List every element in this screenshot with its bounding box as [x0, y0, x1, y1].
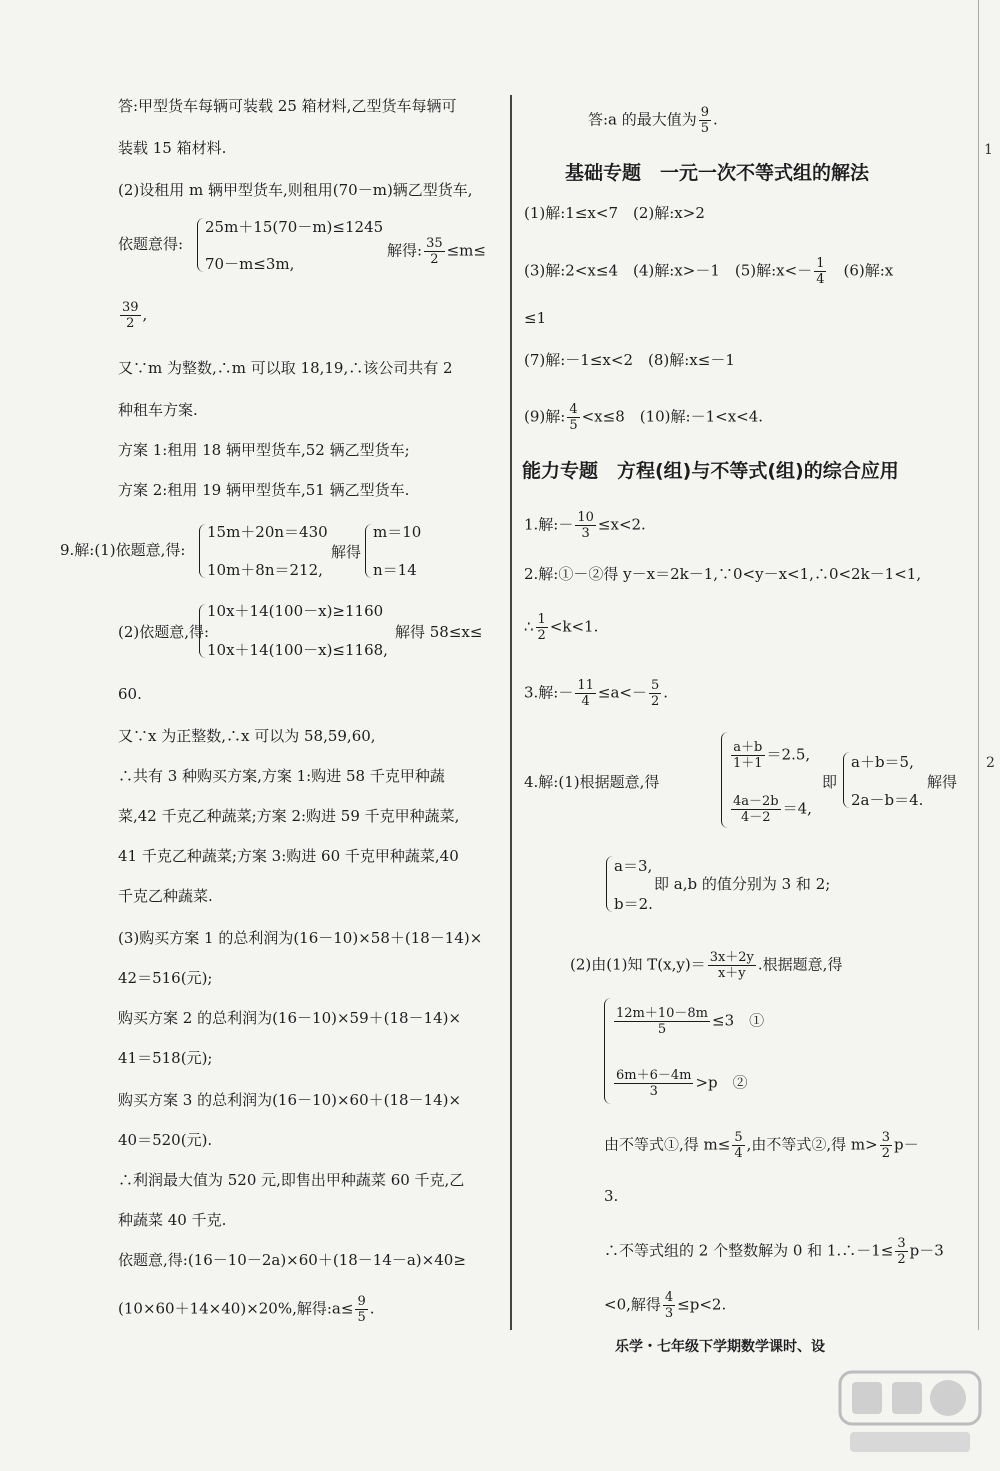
- text-line: 答:甲型货车每辆可装载 25 箱材料,乙型货车每辆可: [118, 97, 457, 115]
- equation: 15m＋20n＝430: [207, 523, 328, 541]
- watermark-logo-icon: [830, 1360, 990, 1460]
- equation-brace: [199, 524, 206, 578]
- text-line: 40＝520(元).: [118, 1131, 213, 1149]
- text-line: (7)解:－1≤x<2 (8)解:x≤－1: [524, 351, 735, 369]
- equation-brace: [604, 998, 611, 1104]
- equation: m＝10: [373, 523, 422, 541]
- math-line: 3.解:－ $\frac{11}{4}$ ≤a<－ $\frac{5}{2}$ .: [524, 678, 669, 709]
- text-line: 依题意得:: [118, 235, 184, 253]
- equation-brace: [199, 604, 206, 658]
- text-line: 购买方案 3 的总利润为(16－10)×60＋(18－14)×: [118, 1091, 462, 1109]
- text-line: 种蔬菜 40 千克.: [118, 1211, 227, 1229]
- text-line: (3)购买方案 1 的总利润为(16－10)×58＋(18－14)×: [118, 929, 483, 947]
- math-line: 答:a 的最大值为 $\frac{9}{5}$ .: [588, 105, 718, 136]
- text-line: 解得: [331, 543, 362, 561]
- equation: 25m＋15(70－m)≤1245: [205, 218, 384, 236]
- equation-brace: [606, 856, 613, 912]
- text-line: 41＝518(元);: [118, 1049, 213, 1067]
- text-line: (2)设租用 m 辆甲型货车,则租用(70－m)辆乙型货车,: [118, 181, 473, 199]
- text-line: 菜,42 千克乙种蔬菜;方案 2:购进 59 千克甲种蔬菜,: [118, 807, 460, 825]
- text-line: ∴共有 3 种购买方案,方案 1:购进 58 千克甲种蔬: [118, 767, 445, 785]
- edge-number: 1: [984, 142, 993, 158]
- math-line: 1.解:－ $\frac{10}{3}$ ≤x<2.: [524, 510, 646, 541]
- text-line: 种租车方案.: [118, 401, 198, 419]
- math-line: 由不等式①,得 m≤ $\frac{5}{4}$ ,由不等式②,得 m> $\frac{3}{2}$ p－: [604, 1130, 919, 1161]
- text-line: ≤1: [524, 309, 547, 327]
- equation: a＝3,: [614, 857, 653, 875]
- column-divider: [510, 95, 512, 1330]
- math-line: $\frac{6m+6-4m}{3}$ >p ②: [616, 1068, 748, 1099]
- math-line: (3)解:2<x≤4 (4)解:x>－1 (5)解:x<－ $\frac{1}{4}$ (6)解:x: [524, 256, 894, 287]
- page-footer: 乐学・七年级下学期数学课时、设: [615, 1339, 825, 1355]
- section-heading: 基础专题 一元一次不等式组的解法: [565, 162, 870, 184]
- equation: n＝14: [373, 561, 417, 579]
- math-line: (10×60＋14×40)×20%,解得:a≤ $\frac{9}{5}$ .: [118, 1294, 375, 1325]
- math-line: $\frac{a+b}{1+1}$ ＝2.5,: [733, 740, 811, 771]
- equation: 10x＋14(100－x)≤1168,: [207, 641, 388, 659]
- math-line: (2)由(1)知 T(x,y)＝ $\frac{3x+2y}{x+y}$ .根据题意,得: [570, 950, 843, 981]
- text-line: 解得 58≤x≤: [395, 623, 483, 641]
- text-line: (2)依题意,得:: [118, 623, 210, 641]
- text-line: (1)解:1≤x<7 (2)解:x>2: [524, 204, 705, 222]
- text-line: 购买方案 2 的总利润为(16－10)×59＋(18－14)×: [118, 1009, 462, 1027]
- text-line: 41 千克乙种蔬菜;方案 3:购进 60 千克甲种蔬菜,40: [118, 847, 459, 865]
- equation-brace: [843, 752, 850, 808]
- math-line: ∴ $\frac{1}{2}$ <k<1.: [524, 612, 599, 643]
- text-line: 即: [822, 773, 838, 791]
- equation: b＝2.: [614, 895, 653, 913]
- section-heading: 能力专题 方程(组)与不等式(组)的综合应用: [522, 460, 899, 482]
- text-line: 2.解:①－②得 y－x＝2k－1,∵0<y－x<1,∴0<2k－1<1,: [524, 565, 922, 583]
- equation-brace: [721, 732, 728, 828]
- text-line: 60.: [118, 685, 142, 703]
- math-line: $\frac{12m+10-8m}{5}$ ≤3 ①: [616, 1006, 765, 1037]
- text-line: 即 a,b 的值分别为 3 和 2;: [654, 875, 831, 893]
- text-line: 装载 15 箱材料.: [118, 139, 227, 157]
- text-line: 方案 1:租用 18 辆甲型货车,52 辆乙型货车;: [118, 441, 410, 459]
- text-line: 方案 2:租用 19 辆甲型货车,51 辆乙型货车.: [118, 481, 410, 499]
- equation: 70－m≤3m,: [205, 255, 295, 273]
- text-line: 又∵x 为正整数,∴x 可以为 58,59,60,: [118, 727, 376, 745]
- text-line: 解得: [927, 773, 958, 791]
- text-line: ∴利润最大值为 520 元,即售出甲种蔬菜 60 千克,乙: [118, 1171, 465, 1189]
- page-edge-line: [978, 0, 979, 1330]
- text-line: 依题意,得:(16－10－2a)×60＋(18－14－a)×40≥: [118, 1251, 466, 1269]
- text-line: 9.解:(1)依题意,得:: [60, 541, 186, 559]
- text-line: 又∵m 为整数,∴m 可以取 18,19,∴该公司共有 2: [118, 359, 453, 377]
- text-line: 3.: [604, 1187, 619, 1205]
- math-line: 解得: $\frac{35}{2}$ ≤m≤: [387, 236, 486, 267]
- edge-number: 2: [986, 755, 995, 771]
- equation: 2a－b＝4.: [851, 791, 924, 809]
- text-line: 42＝516(元);: [118, 969, 213, 987]
- text-line: 4.解:(1)根据题意,得: [524, 773, 660, 791]
- equation-brace: [197, 218, 204, 272]
- equation: a＋b＝5,: [851, 753, 914, 771]
- math-line: $\frac{4a-2b}{4-2}$ ＝4,: [733, 794, 812, 825]
- equation-brace: [365, 524, 372, 578]
- math-line: (9)解: $\frac{4}{5}$ <x≤8 (10)解:－1<x<4.: [524, 402, 764, 433]
- equation: 10m＋8n＝212,: [207, 561, 323, 579]
- math-line: ∴不等式组的 2 个整数解为 0 和 1.∴－1≤ $\frac{3}{2}$ p－3: [604, 1236, 944, 1267]
- math-line: $\frac{39}{2}$ ,: [122, 300, 148, 331]
- text-line: 千克乙种蔬菜.: [118, 887, 213, 905]
- math-line: <0,解得 $\frac{4}{3}$ ≤p<2.: [604, 1290, 727, 1321]
- equation: 10x＋14(100－x)≥1160: [207, 602, 384, 620]
